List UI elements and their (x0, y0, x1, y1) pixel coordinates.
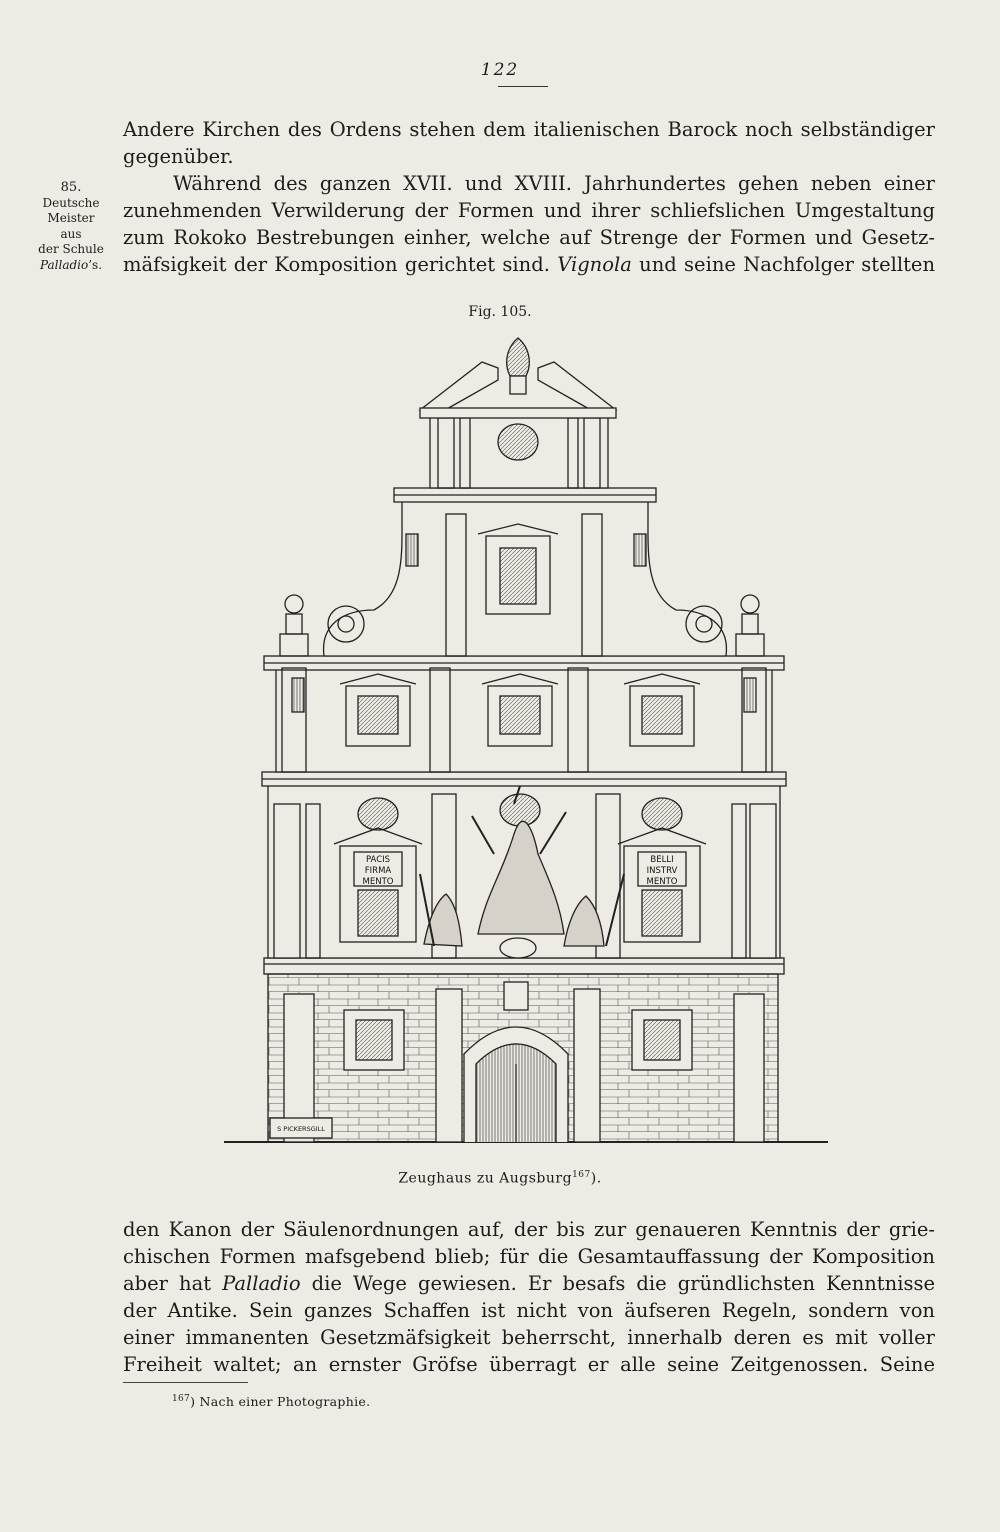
text-segment: aber hat (123, 1272, 212, 1295)
facade-illustration (224, 334, 828, 1144)
text-segment: mäfsigkeit der Komposition gerichtet sind. (123, 253, 550, 276)
text-italic-name: Vignola (557, 253, 632, 276)
caption-note-ref: 167 (572, 1170, 591, 1180)
plaque-left-line: PACIS (365, 855, 391, 865)
text-line: Andere Kirchen des Ordens stehen dem italienischen Barock noch selbständiger (123, 118, 935, 141)
plaque-left-line: FIRMA (364, 866, 392, 876)
footnote-text: ) Nach einer Photographie. (190, 1394, 371, 1410)
text-line: den Kanon der Säulenordnungen auf, der bis zur genaueren Kenntnis der grie- (123, 1218, 935, 1241)
caption-close: ). (590, 1170, 602, 1187)
footnote-number: 167 (172, 1394, 191, 1404)
page-number-rule (498, 86, 548, 87)
figure-label: Fig. 105. (468, 304, 532, 320)
text-line: der Antike. Sein ganzes Schaffen ist nicht von äufseren Regeln, sondern von (123, 1299, 935, 1322)
margin-note-italic: Palladio (39, 257, 89, 272)
text-line: Während des ganzen XVII. und XVIII. Jahrhundertes gehen neben einer (173, 172, 935, 195)
text-segment: und seine Nachfolger stellten (639, 253, 936, 276)
margin-note-number: 85. (60, 180, 82, 195)
plaque-left-line: MENTO (362, 877, 394, 887)
margin-note-line: Meister (47, 211, 95, 226)
plaque-right-line: MENTO (646, 877, 678, 887)
text-line (123, 1270, 935, 1297)
margin-note-line (22, 258, 120, 274)
text-segment: die Wege gewiesen. Er besafs die gründlichsten Kenntnisse (311, 1272, 935, 1295)
margin-note (22, 180, 120, 274)
text-line: zunehmenden Verwilderung der Formen und ihrer schliefslichen Umgestaltung (123, 199, 935, 222)
text-line: gegenüber. (123, 145, 234, 168)
margin-note-suffix: ’s. (88, 257, 103, 272)
text-line: chischen Formen mafsgebend blieb; für die Gesamtauffassung der Komposition (123, 1245, 935, 1268)
margin-note-line: Deutsche (42, 195, 100, 210)
footnote (172, 1394, 370, 1409)
footnote-rule (123, 1382, 248, 1383)
text-line: einer immanenten Gesetzmäfsigkeit beherrscht, innerhalb deren es mit voller (123, 1326, 935, 1349)
text-line (123, 251, 935, 278)
engraver-signature: S PICKERSGILL (277, 1125, 325, 1133)
text-line: Freiheit waltet; an ernster Gröfse überragt er alle seine Zeitgenossen. Seine (123, 1353, 935, 1376)
plaque-right-line: BELLI (650, 855, 674, 865)
margin-note-line: aus (60, 226, 82, 241)
body-text-bottom (123, 1216, 935, 1378)
figure-caption (0, 1170, 1000, 1187)
text-line: zum Rokoko Bestrebungen einher, welche auf Strenge der Formen und Gesetz- (123, 226, 935, 249)
text-italic-name: Palladio (222, 1272, 301, 1295)
caption-text: Zeughaus zu Augsburg (398, 1170, 573, 1187)
page-number: 122 (480, 60, 520, 80)
body-text-top (123, 116, 935, 278)
margin-note-line: der Schule (38, 242, 104, 257)
plaque-right-line: INSTRV (646, 866, 678, 876)
